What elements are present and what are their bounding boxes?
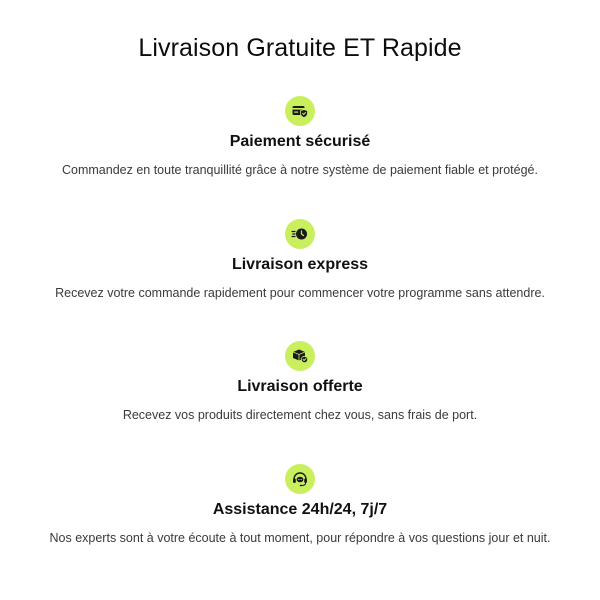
support-headset-icon xyxy=(285,464,315,494)
feature-description: Nos experts sont à votre écoute à tout moment, pour répondre à vos questions jour et nuit. xyxy=(49,531,551,545)
free-shipping-icon xyxy=(285,341,315,371)
feature-support xyxy=(0,464,600,546)
feature-title: Livraison offerte xyxy=(237,378,363,395)
page-title: Livraison Gratuite ET Rapide xyxy=(138,34,462,62)
feature-secure-payment xyxy=(0,96,600,178)
feature-title: Assistance 24h/24, 7j/7 xyxy=(212,501,388,518)
feature-description: Recevez vos produits directement chez vous, sans frais de port. xyxy=(122,408,478,422)
feature-title: Livraison express xyxy=(231,256,369,273)
feature-title: Paiement sécurisé xyxy=(229,133,371,150)
feature-express-delivery xyxy=(0,219,600,301)
feature-description: Recevez votre commande rapidement pour commencer votre programme sans attendre. xyxy=(55,286,545,300)
express-delivery-icon xyxy=(285,219,315,249)
feature-free-shipping xyxy=(0,341,600,423)
feature-description: Commandez en toute tranquillité grâce à notre système de paiement fiable et protégé. xyxy=(62,163,538,177)
secure-payment-icon xyxy=(285,96,315,126)
